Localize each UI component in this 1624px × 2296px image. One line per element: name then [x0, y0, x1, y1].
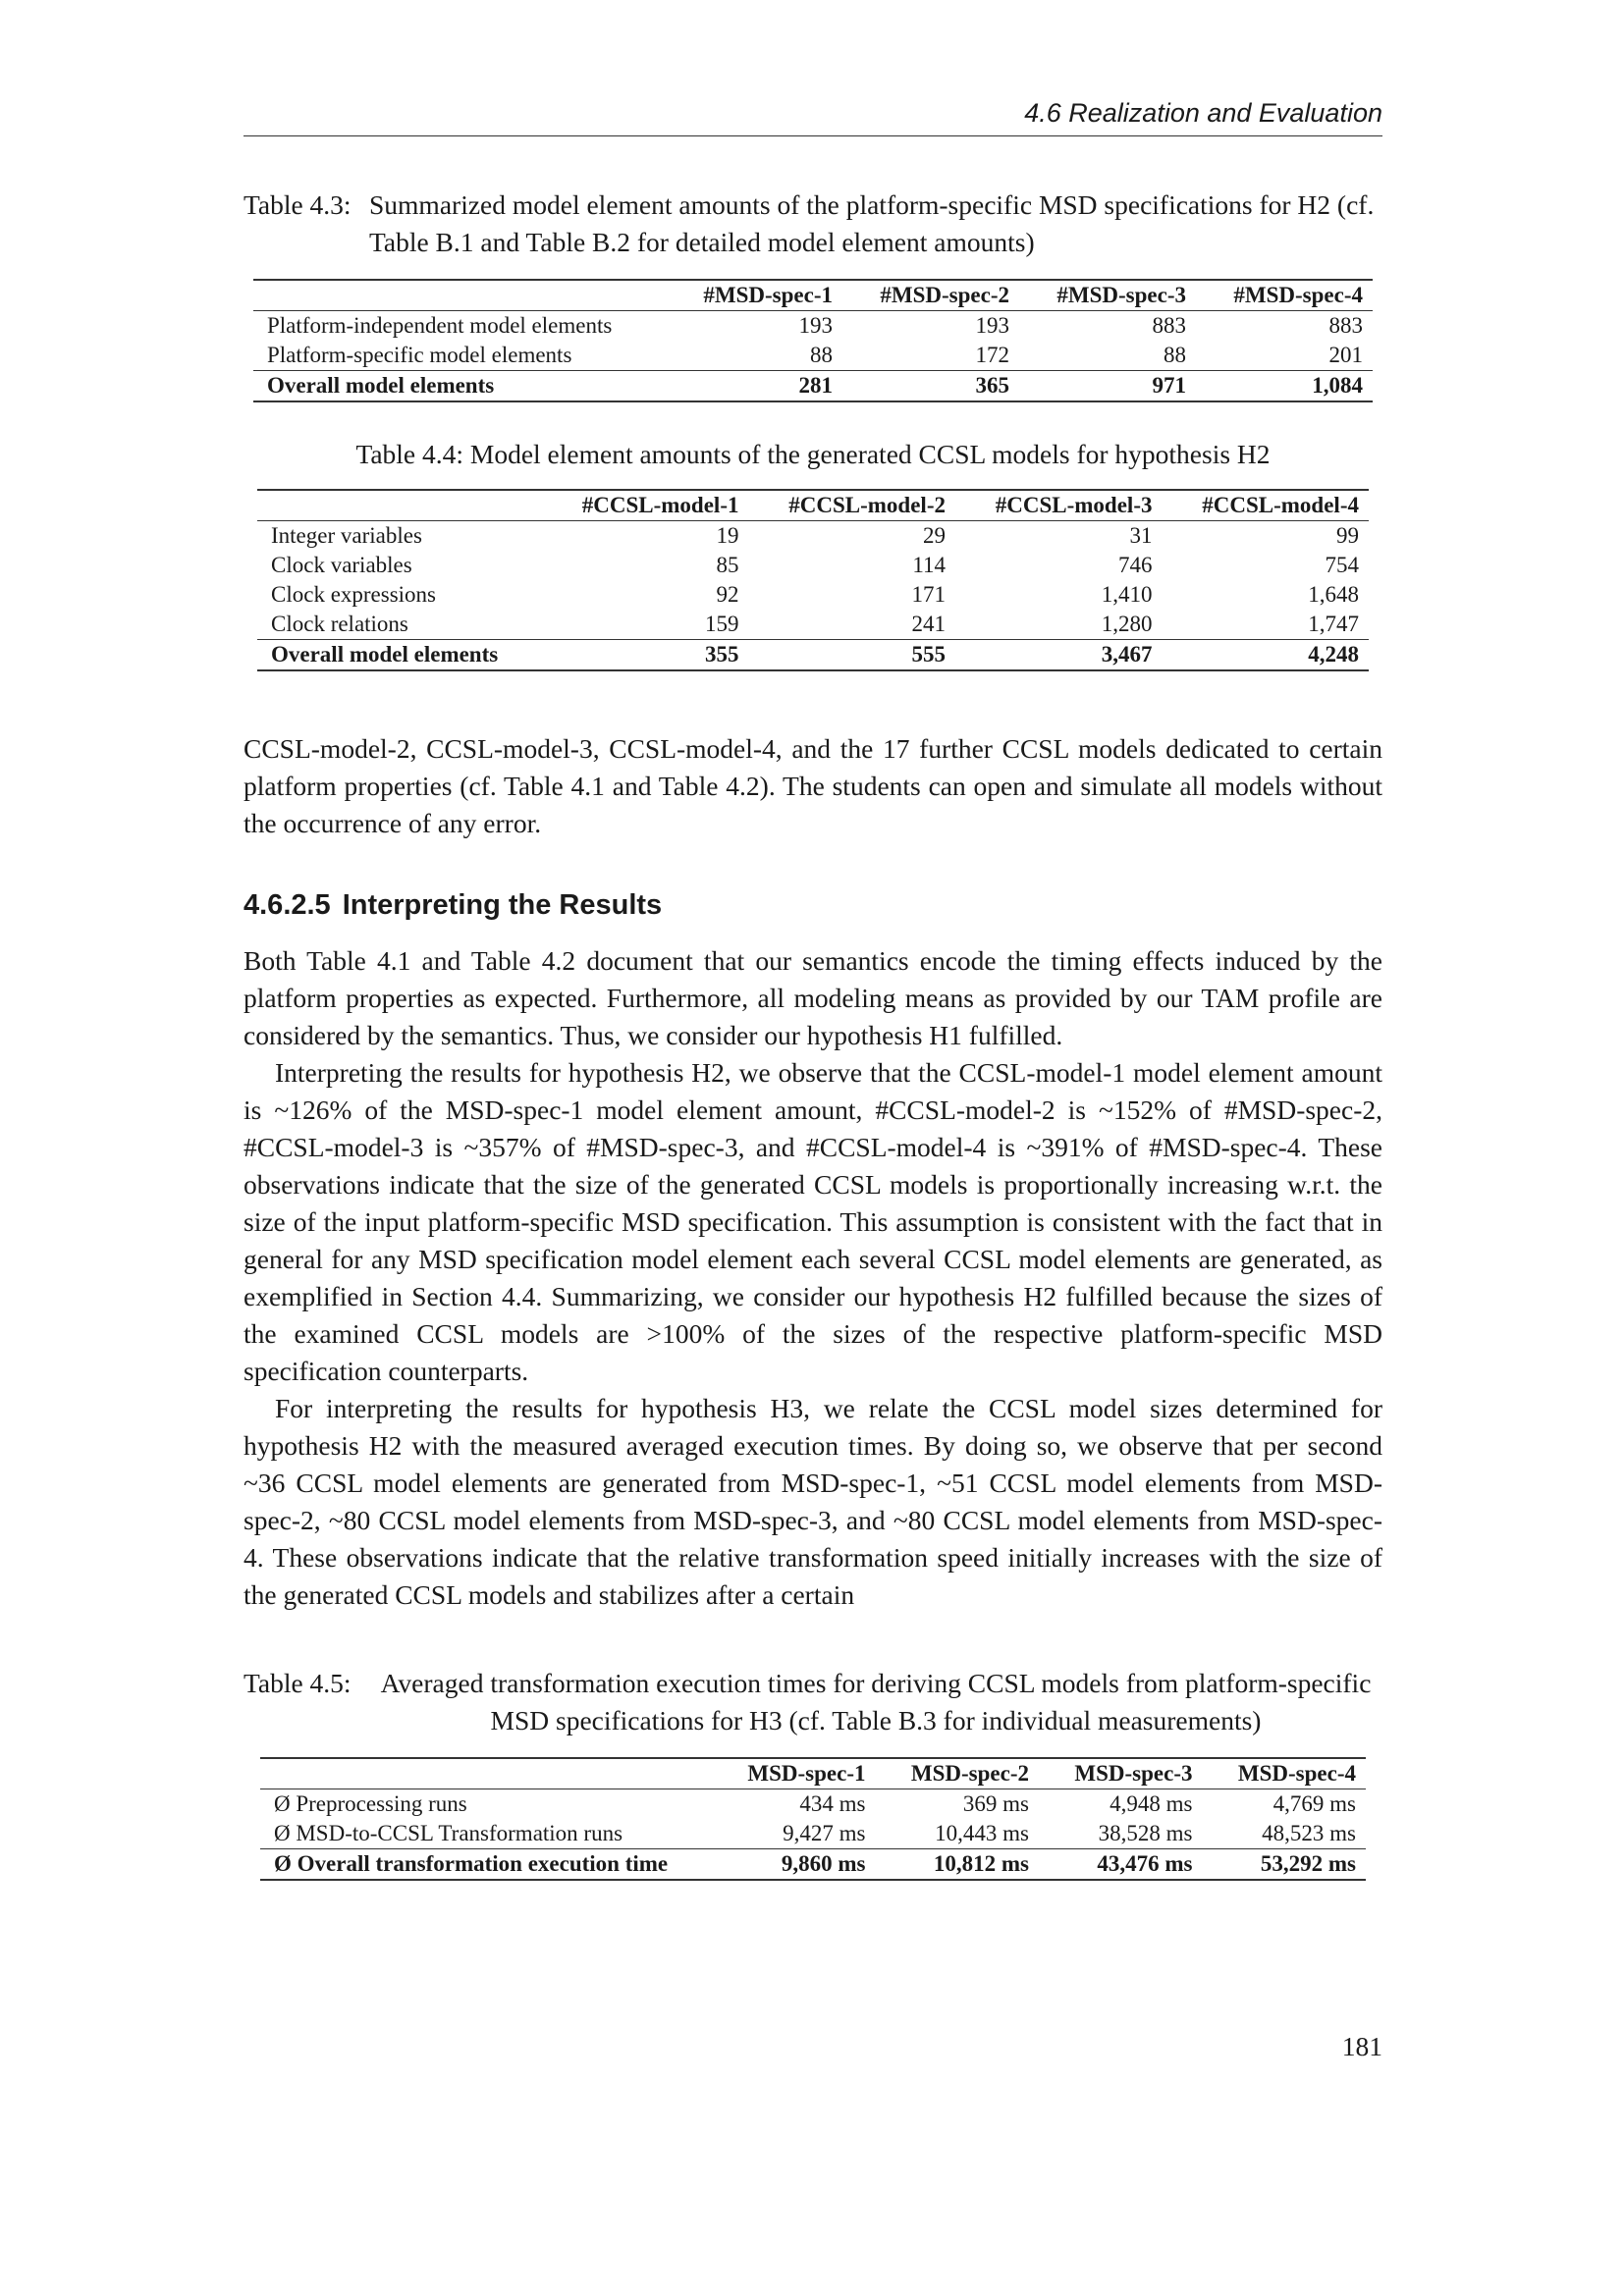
cell: 172 [975, 343, 1009, 367]
total-row [257, 640, 1369, 671]
cell: 85 [716, 553, 739, 577]
running-header: 4.6 Realization and Evaluation [244, 94, 1382, 136]
column-header: #MSD-spec-3 [1019, 280, 1196, 311]
cell: 746 [1118, 553, 1153, 577]
cell: 4,948 ms [1110, 1791, 1193, 1816]
cell: 10,812 ms [933, 1851, 1029, 1876]
table-row [253, 341, 1373, 371]
row-label: Clock variables [271, 553, 412, 577]
cell: 434 ms [799, 1791, 866, 1816]
cell: 281 [798, 373, 833, 398]
row-label: Ø Preprocessing runs [274, 1791, 467, 1816]
row-label: Ø Overall transformation execution time [274, 1851, 669, 1876]
cell: 1,747 [1308, 612, 1359, 636]
cell: 241 [911, 612, 946, 636]
cell: 9,427 ms [783, 1821, 866, 1845]
cell: 365 [975, 373, 1009, 398]
cell: 53,292 ms [1260, 1851, 1356, 1876]
cell: 114 [912, 553, 946, 577]
paragraph: CCSL-model-2, CCSL-model-3, CCSL-model-4, and the 17 further CCSL models dedicated to certain platform properties (cf. Table 4.1 and Table 4.2). The students can open and simulate all models without the occurrence of any error. [244, 733, 1382, 838]
table-4-3-caption-label: Table 4.3: [244, 189, 352, 220]
paragraph: Both Table 4.1 and Table 4.2 document that our semantics encode the timing effects induced by the platform properties as expected. Furthermore, all modeling means as provided by our TAM profile are considered by the semantics. Thus, we consider our hypothesis H1 fulfilled. [244, 945, 1382, 1050]
body-text-block-2 [244, 942, 1382, 1614]
cell: 1,410 [1101, 582, 1153, 607]
row-label: Overall model elements [267, 373, 495, 398]
cell: 159 [705, 612, 739, 636]
column-header: #CCSL-model-4 [1163, 490, 1370, 521]
column-header: #CCSL-model-2 [749, 490, 956, 521]
cell: 19 [716, 523, 739, 548]
paragraph: For interpreting the results for hypothesis H3, we relate the CCSL model sizes determined for hypothesis H2 with the measured averaged execution times. By doing so, we observe that per second ~36 CCSL model elements are generated from MSD-spec-1, ~51 CCSL model elements from MSD-spec-2, ~80 CCSL model elements from MSD-spec-3, and ~80 CCSL model elements from MSD-spec-4. These observations indicate that the relative transformation speed initially increases with the size of the generated CCSL models and stabilizes after a certain [244, 1393, 1382, 1610]
total-row [260, 1849, 1366, 1881]
column-header: MSD-spec-3 [1039, 1758, 1203, 1789]
cell: 201 [1328, 343, 1363, 367]
cell: 9,860 ms [781, 1851, 866, 1876]
table-row [260, 1789, 1366, 1820]
cell: 3,467 [1101, 642, 1153, 667]
column-header: MSD-spec-4 [1203, 1758, 1367, 1789]
cell: 555 [911, 642, 946, 667]
column-header: #CCSL-model-1 [542, 490, 749, 521]
table-4-3 [253, 279, 1373, 402]
column-header: #CCSL-model-3 [955, 490, 1163, 521]
cell: 38,528 ms [1098, 1821, 1193, 1845]
table-header-row [253, 280, 1373, 311]
row-label: Platform-specific model elements [267, 343, 572, 367]
cell: 4,248 [1308, 642, 1359, 667]
total-row [253, 371, 1373, 402]
row-label: Clock expressions [271, 582, 437, 607]
cell: 355 [705, 642, 739, 667]
column-header: MSD-spec-1 [712, 1758, 876, 1789]
page-number: 181 [1341, 2031, 1382, 2061]
paragraph: Interpreting the results for hypothesis H2, we observe that the CCSL-model-1 model element amount is ~126% of the MSD-spec-1 model element amount, #CCSL-model-2 is ~152% of #MSD-spec-2, #CCSL-model-3 is ~357% of #MSD-spec-3, and #CCSL-model-4 is ~391% of #MSD-spec-4. These observations indicate that the size of the generated CCSL models is proportionally increasing w.r.t. the size of the input platform-specific MSD specification. This assumption is consistent with the fact that in general for any MSD specification model element each several CCSL model elements are generated, as exemplified in Section 4.4. Summarizing, we consider our hypothesis H2 fulfilled because the sizes of the examined CCSL models are >100% of the sizes of the respective platform-specific MSD specification counterparts. [244, 1057, 1382, 1386]
cell: 971 [1152, 373, 1186, 398]
table-4-5-caption-text: Averaged transformation execution times for deriving CCSL models from platform-specific MSD specifications for H3 (cf. Table B.3 for individual measurements) [380, 1668, 1372, 1735]
cell: 193 [975, 313, 1009, 338]
table-4-3-caption-text: Summarized model element amounts of the platform-specific MSD specifications for H2 (cf. Table B.1 and Table B.2 for detailed model element amounts) [369, 189, 1375, 257]
cell: 171 [911, 582, 946, 607]
table-row [260, 1819, 1366, 1849]
cell: 1,084 [1312, 373, 1363, 398]
table-4-5-caption [244, 1665, 1382, 1739]
table-row [257, 610, 1369, 640]
table-row [257, 551, 1369, 580]
row-label: Overall model elements [271, 642, 499, 667]
cell: 31 [1129, 523, 1153, 548]
cell: 1,648 [1308, 582, 1359, 607]
cell: 193 [798, 313, 833, 338]
column-header: #MSD-spec-1 [666, 280, 842, 311]
table-row [253, 311, 1373, 342]
column-header: #MSD-spec-2 [842, 280, 1019, 311]
section-number: 4.6.2.5 [244, 889, 331, 921]
cell: 88 [1164, 343, 1186, 367]
table-4-5-caption-label: Table 4.5: [244, 1668, 352, 1698]
cell: 1,280 [1101, 612, 1153, 636]
table-header-row [257, 490, 1369, 521]
body-text-block-1 [244, 730, 1382, 842]
table-header-row [260, 1758, 1366, 1789]
table-4-3-caption [244, 187, 1382, 261]
cell: 883 [1328, 313, 1363, 338]
table-4-4 [257, 489, 1369, 671]
row-label: Integer variables [271, 523, 422, 548]
cell: 29 [923, 523, 946, 548]
cell: 369 ms [962, 1791, 1029, 1816]
cell: 48,523 ms [1262, 1821, 1356, 1845]
cell: 754 [1325, 553, 1359, 577]
row-label: Ø MSD-to-CCSL Transformation runs [274, 1821, 623, 1845]
row-label: Clock relations [271, 612, 408, 636]
section-title: Interpreting the Results [342, 889, 663, 921]
cell: 43,476 ms [1097, 1851, 1193, 1876]
cell: 883 [1152, 313, 1186, 338]
cell: 99 [1336, 523, 1359, 548]
row-label: Platform-independent model elements [267, 313, 613, 338]
cell: 88 [810, 343, 833, 367]
table-4-5 [260, 1757, 1366, 1881]
column-header: MSD-spec-2 [876, 1758, 1040, 1789]
table-row [257, 580, 1369, 610]
table-row [257, 521, 1369, 552]
column-header: #MSD-spec-4 [1196, 280, 1373, 311]
section-heading [244, 885, 662, 925]
table-4-4-caption: Table 4.4: Model element amounts of the generated CCSL models for hypothesis H2 [355, 439, 1271, 469]
cell: 92 [716, 582, 739, 607]
cell: 4,769 ms [1272, 1791, 1356, 1816]
cell: 10,443 ms [935, 1821, 1029, 1845]
